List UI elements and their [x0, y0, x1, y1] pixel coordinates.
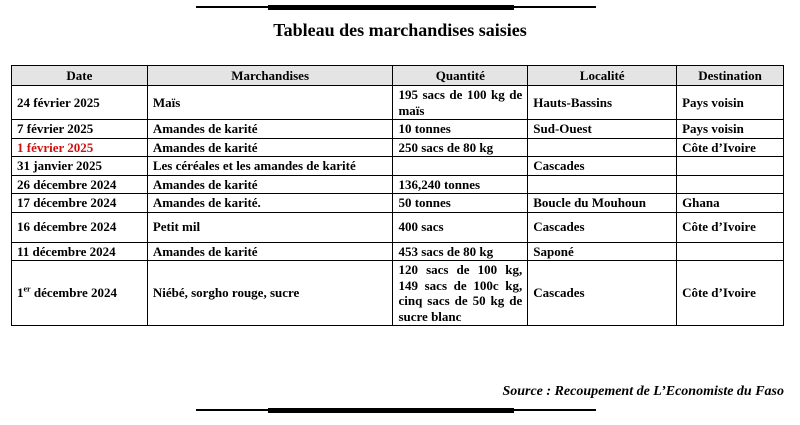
table-body — [12, 86, 784, 326]
cell-quantity: 250 sacs de 80 kg — [393, 138, 528, 157]
cell-quantity: 400 sacs — [393, 212, 528, 242]
cell-quantity: 120 sacs de 100 kg, 149 sacs de 100c kg, cinq sacs de 50 kg de sucre blanc — [393, 261, 528, 326]
seized-goods-table — [11, 65, 784, 326]
cell-date — [12, 261, 148, 326]
cell-locality: Cascades — [528, 261, 677, 326]
cell-merchandise: Amandes de karité — [147, 242, 393, 261]
bottom-decorative-rule-thick — [268, 408, 514, 413]
top-decorative-rule-thick — [268, 5, 514, 10]
cell-destination: Côte d’Ivoire — [677, 261, 784, 326]
cell-date: 17 décembre 2024 — [12, 194, 148, 213]
table-row — [12, 175, 784, 194]
cell-date: 24 février 2025 — [12, 86, 148, 120]
cell-destination: Ghana — [677, 194, 784, 213]
table-row — [12, 242, 784, 261]
cell-merchandise: Amandes de karité — [147, 175, 393, 194]
cell-locality: Hauts-Bassins — [528, 86, 677, 120]
header-date: Date — [12, 66, 148, 86]
table-row — [12, 157, 784, 176]
cell-quantity — [393, 157, 528, 176]
table-row — [12, 138, 784, 157]
table-header-row — [12, 66, 784, 86]
cell-locality: Cascades — [528, 212, 677, 242]
cell-date: 31 janvier 2025 — [12, 157, 148, 176]
cell-date: 7 février 2025 — [12, 120, 148, 139]
table-row — [12, 261, 784, 326]
source-note: Source : Recoupement de L’Economiste du Faso — [502, 384, 784, 399]
cell-locality: Boucle du Mouhoun — [528, 194, 677, 213]
date-month-year: décembre 2024 — [30, 285, 118, 301]
cell-quantity: 50 tonnes — [393, 194, 528, 213]
cell-locality: Sud-Ouest — [528, 120, 677, 139]
cell-destination: Pays voisin — [677, 120, 784, 139]
header-quantity: Quantité — [393, 66, 528, 86]
cell-locality: Saponé — [528, 242, 677, 261]
cell-destination: Côte d’Ivoire — [677, 212, 784, 242]
cell-date: 16 décembre 2024 — [12, 212, 148, 242]
table-title: Tableau des marchandises saisies — [273, 20, 527, 40]
cell-quantity: 195 sacs de 100 kg de maïs — [393, 86, 528, 120]
cell-merchandise: Amandes de karité. — [147, 194, 393, 213]
cell-date-highlighted: 1 février 2025 — [12, 138, 148, 157]
header-locality: Localité — [528, 66, 677, 86]
cell-destination — [677, 242, 784, 261]
cell-locality — [528, 138, 677, 157]
cell-merchandise: Les céréales et les amandes de karité — [147, 157, 393, 176]
cell-date: 11 décembre 2024 — [12, 242, 148, 261]
header-merchandise: Marchandises — [147, 66, 393, 86]
cell-merchandise: Niébé, sorgho rouge, sucre — [147, 261, 393, 326]
cell-quantity: 453 sacs de 80 kg — [393, 242, 528, 261]
date-day: 1 — [17, 285, 24, 301]
cell-merchandise: Maïs — [147, 86, 393, 120]
cell-destination: Pays voisin — [677, 86, 784, 120]
cell-locality — [528, 175, 677, 194]
cell-merchandise: Petit mil — [147, 212, 393, 242]
cell-destination — [677, 175, 784, 194]
header-destination: Destination — [677, 66, 784, 86]
cell-date: 26 décembre 2024 — [12, 175, 148, 194]
table-row — [12, 194, 784, 213]
cell-merchandise: Amandes de karité — [147, 120, 393, 139]
table-row — [12, 212, 784, 242]
cell-locality: Cascades — [528, 157, 677, 176]
table-row — [12, 86, 784, 120]
cell-merchandise: Amandes de karité — [147, 138, 393, 157]
date-ordinal-suffix: er — [23, 284, 31, 294]
cell-destination — [677, 157, 784, 176]
cell-destination: Côte d’Ivoire — [677, 138, 784, 157]
cell-quantity: 136,240 tonnes — [393, 175, 528, 194]
cell-quantity: 10 tonnes — [393, 120, 528, 139]
table-row — [12, 120, 784, 139]
